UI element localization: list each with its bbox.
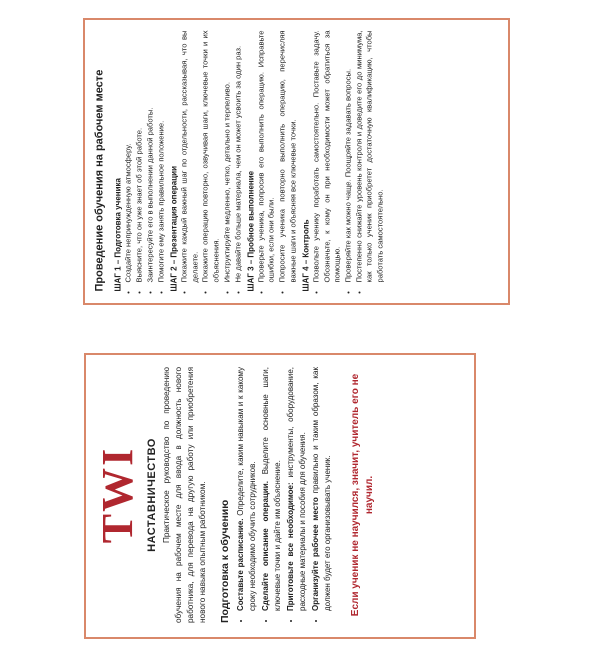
- list-item-bold: Сделайте описание операции.: [261, 481, 270, 611]
- list-item: • Проверяйте как можно чаще. Поощряйте задавать вопросы.: [343, 30, 353, 282]
- list-item: • Позвольте ученику поработать самостоятельно. Поставьте задачу. Обозначьте, к кому он при необходимости может обратиться за помощью.: [311, 30, 342, 282]
- step-list: [179, 30, 243, 291]
- list-item: • Выясните, что он уже знает об этой работе.: [134, 30, 144, 282]
- list-item-bold: Составьте расписание.: [236, 518, 245, 611]
- list-item: • Заинтересуйте его в выполнении данной работы.: [145, 30, 155, 282]
- list-item: • Создайте непринужденную атмосферу.: [123, 30, 133, 282]
- list-item: • Инструктируйте медленно, четко, детально и терпеливо.: [222, 30, 232, 282]
- training-steps-card: [83, 18, 510, 305]
- list-item: [235, 367, 258, 611]
- twi-intro-card: [84, 353, 476, 639]
- step-heading: ШАГ 2 – Презентация операции: [169, 165, 179, 291]
- list-item: [310, 367, 333, 611]
- list-item: [260, 367, 283, 611]
- list-item-text: Выделите основные шаги, ключевые точки и дайте им объяснение.: [261, 367, 282, 611]
- twi-intro-content: [86, 355, 474, 637]
- list-item: [285, 367, 308, 611]
- step-heading: ШАГ 1 – Подготовка ученика: [113, 177, 122, 291]
- intro-text: Практическое руководство по проведению обучения на рабочем месте для ввода в должность нового работника, для перевода на другую работу или приобретения нового навыка опытным работником.: [162, 367, 207, 623]
- step-heading: ШАГ 4 – Контроль: [301, 218, 311, 291]
- twi-logo: TWI: [93, 446, 142, 544]
- list-item: • Проверьте ученика, попросив его выполнить операцию. Исправьте ошибки, если они были.: [256, 30, 277, 282]
- step-list: [311, 30, 385, 291]
- prep-heading: Подготовка к обучению: [219, 499, 231, 623]
- step-list: [256, 30, 298, 291]
- list-item-text: правильно и таким образом, как должен будет его организовывать ученик.: [311, 367, 332, 611]
- slogan: Если ученик не научился, значит, учитель его не научил.: [350, 373, 375, 617]
- list-item: • Постепенно снижайте уровень контроля и доведите его до минимума, как только ученик приобретет достаточную квалификацию, чтобы работать самостоятельно.: [354, 30, 385, 282]
- prep-list: [235, 367, 333, 623]
- list-item-text: Определите, каким навыкам и к какому сроку необходимо обучить сотрудников.: [236, 367, 257, 611]
- training-steps-content: [85, 20, 508, 303]
- list-item-text: инструменты, оборудование, расходные материалы и пособия для обучения.: [286, 367, 307, 611]
- list-item: • Помогите ему занять правильное положение.: [156, 30, 166, 282]
- step-list: [123, 30, 166, 291]
- list-item: • Не давайте больше материала, чем он может усвоить за один раз.: [233, 30, 243, 282]
- list-item-bold: Приготовьте все необходимое:: [286, 482, 295, 611]
- list-item: • Покажите операцию повторно, озвучивая шаги, ключевые точки и их объяснения.: [200, 30, 221, 282]
- list-item: • Покажите каждый важный шаг по отдельности, рассказывая, что вы делаете.: [179, 30, 200, 282]
- list-item: • Попросите ученика повторно выполнить операцию, перечисляя важные шаги и объясняя все ключевые точки.: [277, 30, 298, 282]
- list-item-bold: Организуйте рабочее место: [311, 497, 320, 611]
- page-title: НАСТАВНИЧЕСТВО: [146, 438, 158, 552]
- steps-title: Проведение обучения на рабочем месте: [93, 69, 105, 291]
- step-heading: ШАГ 3 – Пробное выполнение: [246, 170, 256, 291]
